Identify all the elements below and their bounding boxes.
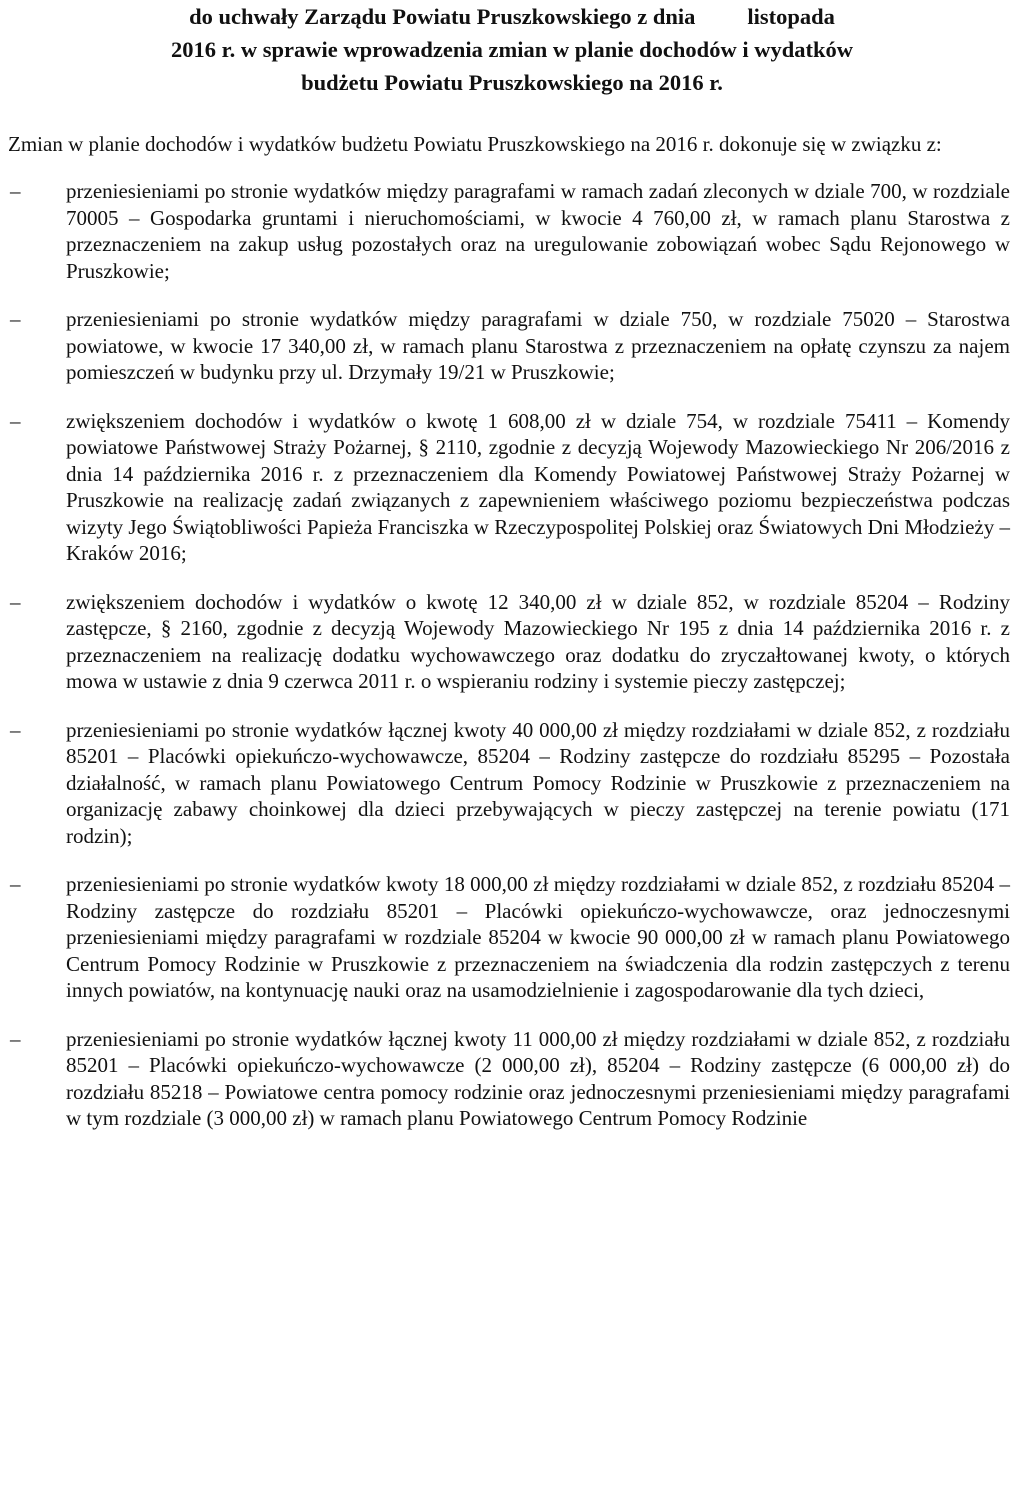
changes-list	[8, 178, 1016, 1132]
title-line-3: budżetu Powiatu Pruszkowskiego na 2016 r.	[301, 70, 723, 95]
list-item-text: zwiększeniem dochodów i wydatków o kwotę 1 608,00 zł w dziale 754, w rozdziale 75411 – Komendy powiatowe Państwowej Straży Pożarnej, § 2110, zgodnie z decyzją Wojewody Mazowieckiego Nr 206/2016 z dnia 14 października 2016 r. z przeznaczeniem dla Komendy Powiatowej Państwowej Straży Pożarnej w Pruszkowie na realizację zadań związanych z zapewnieniem właściwego poziomu bezpieczeństwa podczas wizyty Jego Świątobliwości Papieża Franciszka w Rzeczypospolitej Polskiej oraz Światowych Dni Młodzieży – Kraków 2016;	[66, 408, 1010, 565]
bullet-dash: –	[10, 1026, 21, 1051]
title-line-1-month: listopada	[747, 4, 835, 29]
title-line-2: 2016 r. w sprawie wprowadzenia zmian w planie dochodów i wydatków	[171, 37, 853, 62]
list-item	[8, 717, 1016, 850]
list-item-text: zwiększeniem dochodów i wydatków o kwotę 12 340,00 zł w dziale 852, w rozdziale 85204 – Rodziny zastępcze, § 2160, zgodnie z decyzją Wojewody Mazowieckiego Nr 195 z dnia 14 października 2016 r. z przeznaczeniem na realizację dodatku wychowawczego oraz dodatku do zryczałtowanej kwoty, o których mowa w ustawie z dnia 9 czerwca 2011 r. o wspieraniu rodziny i systemie pieczy zastępczej;	[66, 589, 1010, 693]
list-item	[8, 408, 1016, 567]
title-line-1	[28, 0, 996, 33]
list-item-text: przeniesieniami po stronie wydatków kwoty 18 000,00 zł między rozdziałami w dziale 852, z rozdziału 85204 – Rodziny zastępcze do rozdziału 85201 – Placówki opiekuńczo-wychowawcze, oraz jednoczesnymi przeniesieniami między paragrafami w rozdziale 85204 w kwocie 90 000,00 zł w ramach planu Powiatowego Centrum Pomocy Rodzinie w Pruszkowie z przeznaczeniem na świadczenia dla rodzin zastępczych z terenu innych powiatów, na kontynuację nauki oraz na usamodzielnienie i zagospodarowanie dla tych dzieci,	[66, 872, 1010, 1002]
bullet-dash: –	[10, 872, 21, 896]
list-item	[8, 306, 1016, 386]
bullet-dash: –	[10, 717, 21, 742]
bullet-dash: –	[10, 179, 21, 203]
bullet-dash: –	[10, 307, 21, 331]
list-item-text: przeniesieniami po stronie wydatków między paragrafami w dziale 750, w rozdziale 75020 – Starostwa powiatowe, w kwocie 17 340,00 zł, w ramach planu Starostwa z przeznaczeniem na opłatę czynszu za najem pomieszczeń w budynku przy ul. Drzymały 19/21 w Pruszkowie;	[66, 307, 1010, 384]
bullet-dash: –	[10, 408, 21, 433]
list-item	[8, 1026, 1016, 1132]
list-item-text: przeniesieniami po stronie wydatków łącznej kwoty 11 000,00 zł między rozdziałami w dziale 852, z rozdziału 85201 – Placówki opiekuńczo-wychowawcze (2 000,00 zł), 85204 – Rodziny zastępcze (6 000,00 zł) do rozdziału 85218 – Powiatowe centra pomocy rodzinie oraz jednoczesnymi przeniesieniami między paragrafami w tym rozdziale (3 000,00 zł) w ramach planu Powiatowego Centrum Pomocy Rodzinie	[66, 1026, 1010, 1130]
title-line-1-start: do uchwały Zarządu Powiatu Pruszkowskiego z dnia	[189, 4, 696, 29]
list-item	[8, 178, 1016, 284]
list-item-text: przeniesieniami po stronie wydatków między paragrafami w ramach zadań zleconych w dziale 700, w rozdziale 70005 – Gospodarka gruntami i nieruchomościami, w kwocie 4 760,00 zł, w ramach planu Starostwa z przeznaczeniem na zakup usług pozostałych oraz na uregulowanie zobowiązań wobec Sądu Rejonowego w Pruszkowie;	[66, 179, 1010, 283]
intro-paragraph: Zmian w planie dochodów i wydatków budżetu Powiatu Pruszkowskiego na 2016 r. dokonuje się w związku z:	[8, 132, 942, 156]
list-item	[8, 871, 1016, 1004]
list-item	[8, 589, 1016, 695]
list-item-text: przeniesieniami po stronie wydatków łącznej kwoty 40 000,00 zł między rozdziałami w dziale 852, z rozdziału 85201 – Placówki opiekuńczo-wychowawcze, 85204 – Rodziny zastępcze do rozdziału 85295 – Pozostała działalność, w ramach planu Powiatowego Centrum Pomocy Rodzinie w Pruszkowie z przeznaczeniem na organizację zabawy choinkowej dla dzieci przebywających w pieczy zastępczej na terenie powiatu (171 rodzin);	[66, 717, 1010, 848]
bullet-dash: –	[10, 589, 21, 614]
document-title	[8, 0, 1016, 99]
